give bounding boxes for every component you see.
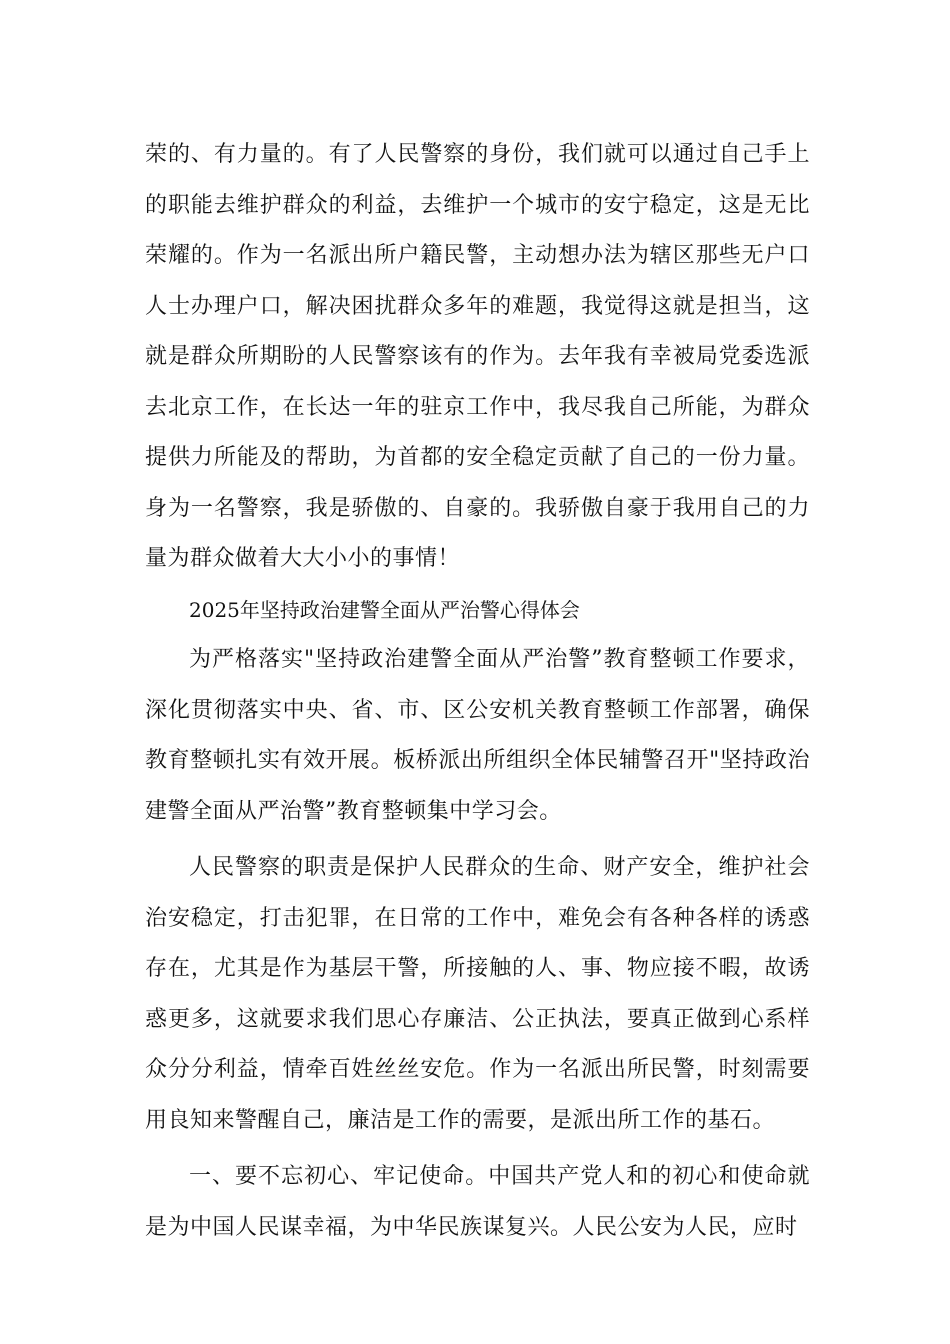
section-heading: 2025年坚持政治建警全面从严治警心得体会: [189, 597, 580, 622]
paragraph-duties: 人民警察的职责是保护人民群众的生命、财产安全，维护社会治安稳定，打击犯罪，在日常的工作中，难免会有各种各样的诱惑存在，尤其是作为基层干警，所接触的人、事、物应接不暇，故诱惑更多，这就要求我们思心存廉洁、公正执法，要真正做到心系样众分分利益，情牵百姓丝丝安危。作为一名派出所民警，时刻需要用良知来警醒自己，廉洁是工作的需要，是派出所工作的基石。: [145, 855, 810, 1133]
document-page: [145, 130, 810, 1253]
paragraph-point-one: 一、要不忘初心、牢记使命。中国共产党人和的初心和使命就是为中国人民谋幸福，为中华民族谋复兴。人民公安为人民，应时: [145, 1164, 810, 1240]
paragraph-continuation: 荣的、有力量的。有了人民警察的身份，我们就可以通过自己手上的职能去维护群众的利益，去维护一个城市的安宁稳定，这是无比荣耀的。作为一名派出所户籍民警，主动想办法为辖区那些无户口人士办理户口，解决困扰群众多年的难题，我觉得这就是担当，这就是群众所期盼的人民警察该有的作为。去年我有幸被局党委选派去北京工作，在长达一年的驻京工作中，我尽我自己所能，为群众提供力所能及的帮助，为首都的安全稳定贡献了自己的一份力量。身为一名警察，我是骄傲的、自豪的。我骄傲自豪于我用自己的力量为群众做着大大小小的事情！: [145, 142, 810, 571]
paragraph-intro: 为严格落实"坚持政治建警全面从严治警”教育整顿工作要求，深化贯彻落实中央、省、市、区公安机关教育整顿工作部署，确保教育整顿扎实有效开展。板桥派出所组织全体民辅警召开"坚持政治建警全面从严治警”教育整顿集中学习会。: [145, 647, 810, 824]
